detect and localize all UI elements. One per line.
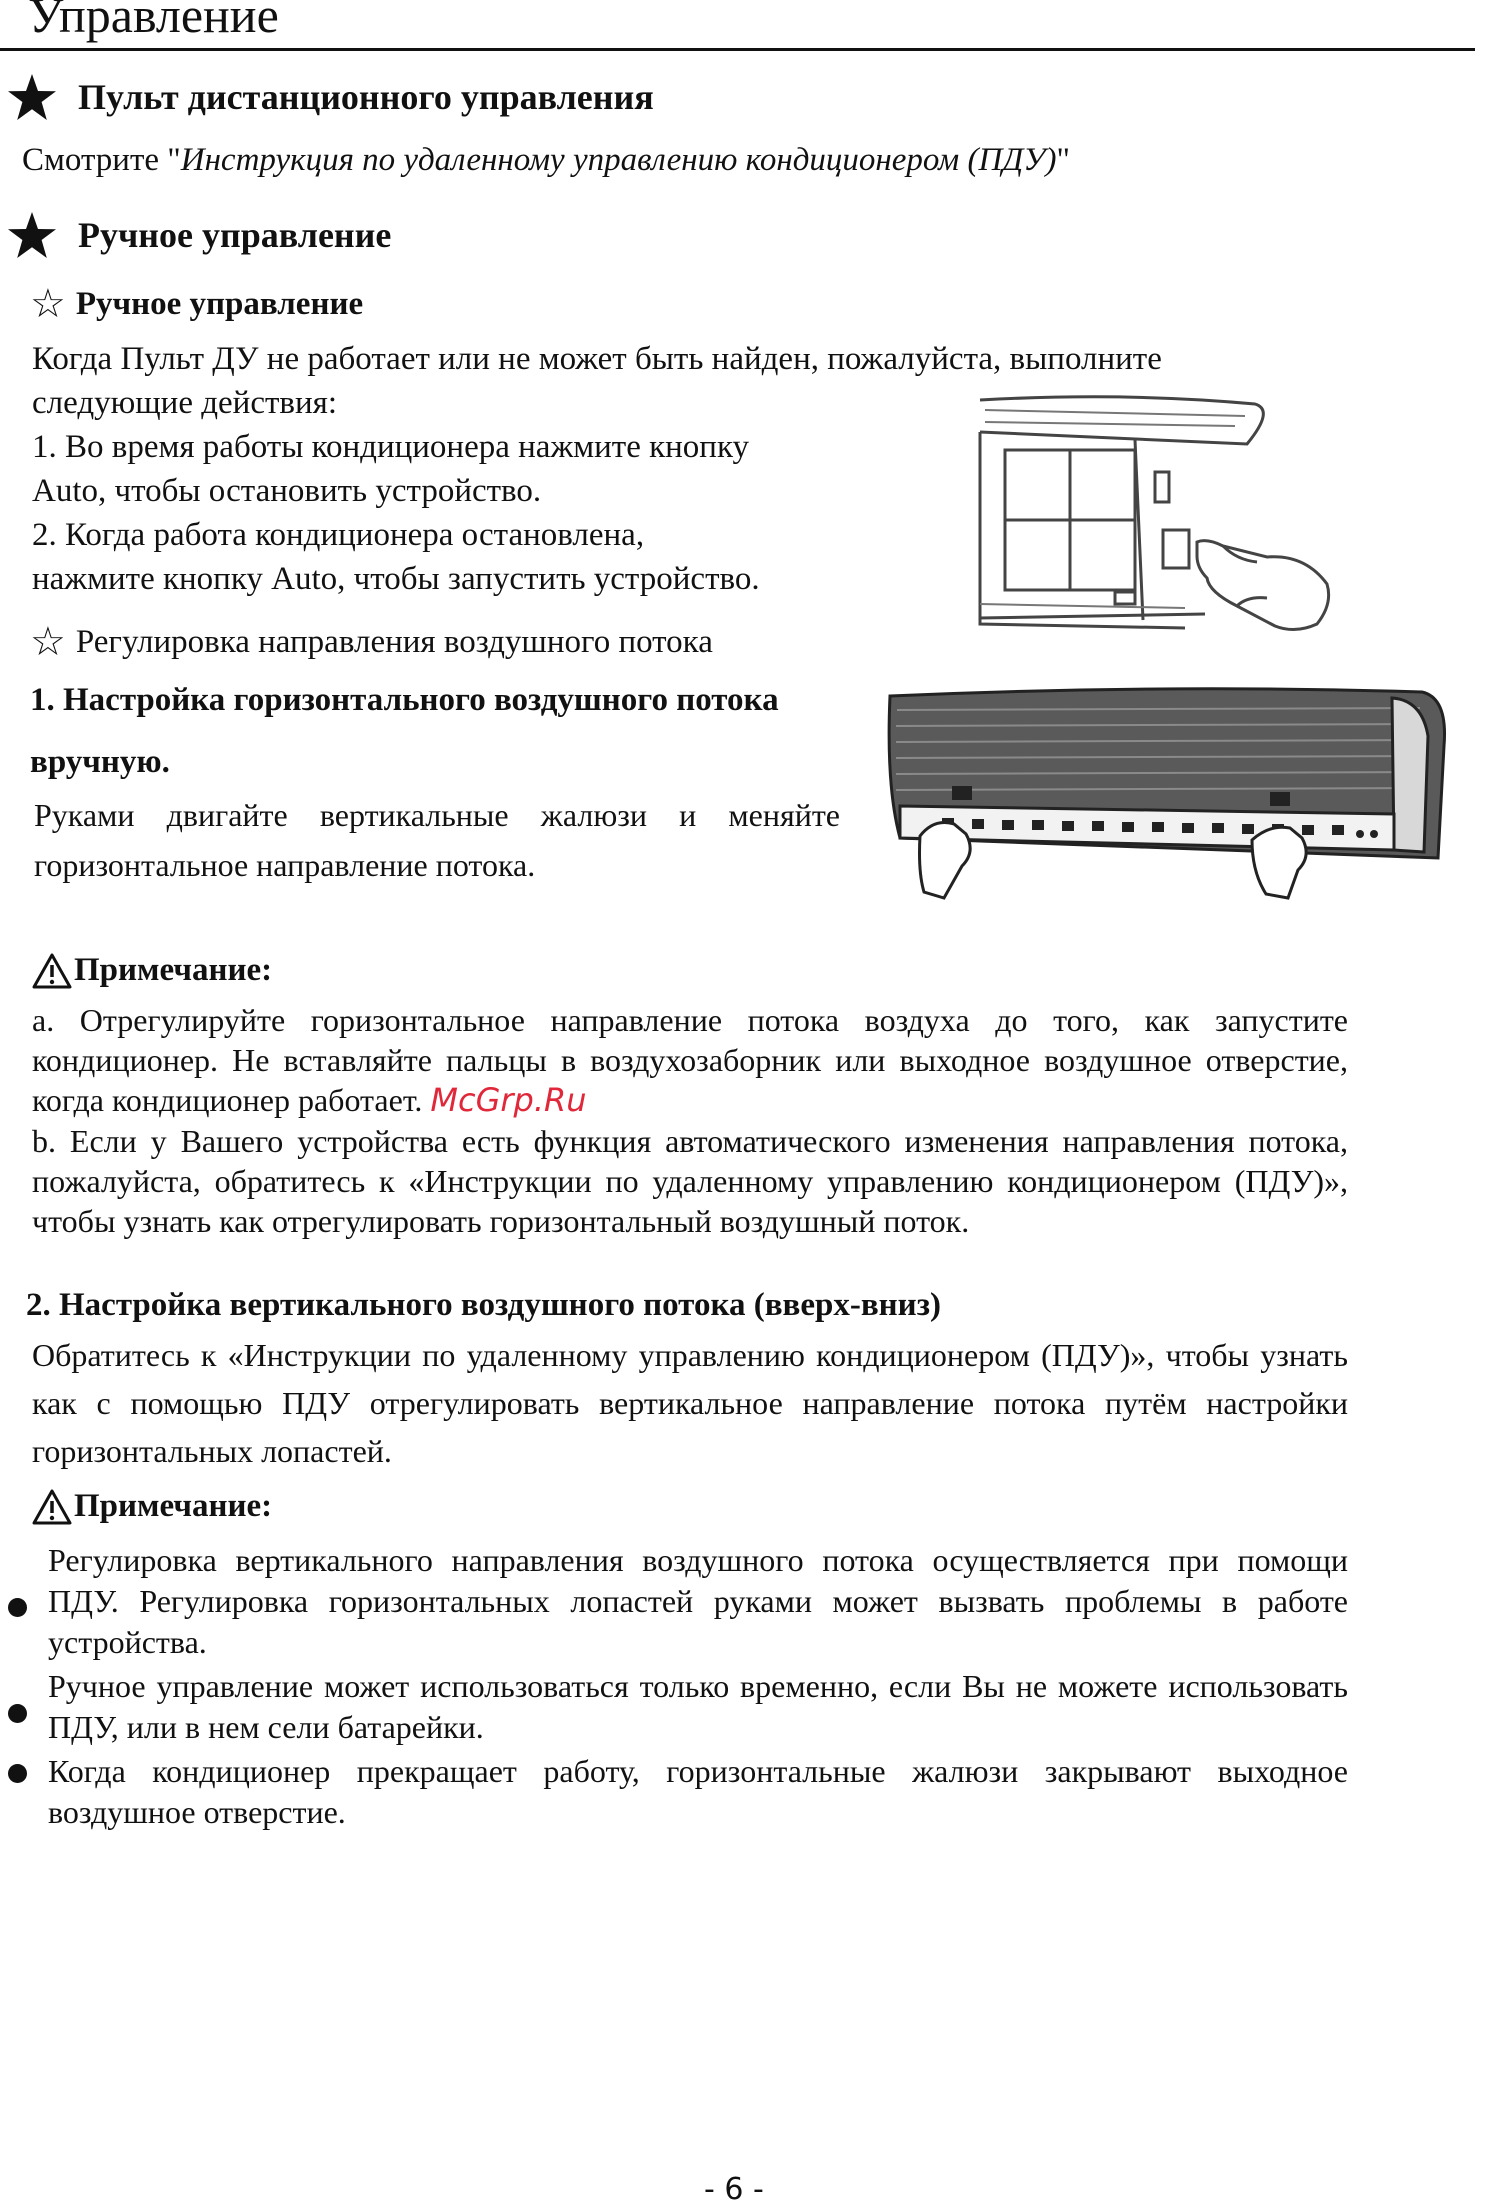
note-heading-1-text: Примечание: (74, 952, 273, 988)
subsection-heading-airflow (30, 619, 713, 664)
note2-bullet-3: Когда кондиционер прекращает работу, горизонтальные жалюзи закрывают выходное воздушное отверстие. (48, 1753, 1348, 1830)
filled-star-icon (8, 212, 56, 258)
warning-triangle-icon (32, 953, 72, 989)
horizontal-paragraph: Руками двигайте вертикальные жалюзи и меняйте горизонтальное направление потока. (34, 797, 840, 883)
note2-bullet-1: Регулировка вертикального направления воздушного потока осуществляется при помощи ПДУ. Регулировка горизонтальных лопастей руками может вызвать проблемы в работе устройства. (48, 1542, 1348, 1660)
louver-adjustment-illustration (882, 686, 1447, 906)
section-heading-remote-text: Пульт дистанционного управления (78, 77, 654, 117)
remote-reference (22, 138, 1070, 182)
remote-reference-title: Инструкция по удаленному управлению кондиционером (ПДУ) (180, 142, 1057, 178)
outline-star-icon: ☆ (30, 619, 66, 664)
outline-star-icon: ☆ (30, 281, 66, 326)
subsection-heading-airflow-text: Регулировка направления воздушного потока (75, 623, 713, 660)
subsection-heading-manual-text: Ручное управление (75, 285, 364, 322)
vertical-paragraph: Обратитесь к «Инструкции по удаленному управлению кондиционером (ПДУ)», чтобы узнать как с помощью ПДУ отрегулировать вертикальное направление потока путём настройки горизонтальных лопастей. (32, 1337, 1348, 1469)
manual-line-3: 1. Во время работы кондиционера нажмите кнопку (32, 429, 750, 465)
manual-line-4: Auto, чтобы остановить устройство. (32, 473, 542, 509)
remote-reference-prefix: Смотрите " (22, 142, 181, 178)
note2-bullet-2: Ручное управление может использоваться только временно, если Вы не можете использовать ПДУ, или в нем сели батарейки. (48, 1668, 1348, 1745)
note1-item-a-text: a. Отрегулируйте горизонтальное направление потока воздуха до того, как запустите кондиционер. Не вставляйте пальцы в воздухозаборник или выходное воздушное отверстие, когда кондиционер работает. (32, 1002, 1348, 1118)
section-heading-manual (8, 212, 391, 258)
page-title: Управление (28, 0, 279, 43)
manual-line-5: 2. Когда работа кондиционера остановлена, (32, 517, 645, 553)
manual-line-1: Когда Пульт ДУ не работает или не может быть найден, пожалуйста, выполните (32, 341, 1162, 377)
title-divider (0, 48, 1475, 51)
watermark: McGrp.Ru (430, 1081, 587, 1119)
warning-triangle-icon (32, 1489, 72, 1525)
note1-item-a (32, 1000, 1348, 1120)
section-heading-manual-text: Ручное управление (78, 215, 392, 255)
heading-vertical: 2. Настройка вертикального воздушного потока (вверх-вниз) (26, 1287, 941, 1323)
remote-reference-suffix: " (1056, 142, 1070, 178)
section-heading-remote (8, 74, 654, 120)
subsection-heading-manual (30, 281, 364, 326)
heading-horizontal-line2: вручную. (30, 744, 170, 780)
heading-horizontal-line1: 1. Настройка горизонтального воздушного потока (30, 682, 779, 718)
filled-star-icon (8, 74, 56, 120)
manual-line-6: нажмите кнопку Auto, чтобы запустить устройство. (32, 561, 760, 597)
manual-line-2: следующие действия: (32, 385, 337, 421)
note-heading-2 (32, 1488, 272, 1525)
note1-item-b: b. Если у Вашего устройства есть функция автоматического изменения направления потока, пожалуйста, обратитесь к «Инструкции по удаленному управлению кондиционером (ПДУ)», чтобы узнать как отрегулировать горизонтальный воздушный поток. (32, 1123, 1348, 1239)
bullet-dot-icon (8, 1598, 27, 1617)
bullet-dot-icon (8, 1704, 27, 1723)
page-number: - 6 - (704, 2172, 764, 2207)
auto-button-illustration (975, 392, 1345, 642)
note-heading-1 (32, 952, 272, 989)
note-heading-2-text: Примечание: (74, 1488, 273, 1524)
bullet-dot-icon (8, 1764, 27, 1783)
